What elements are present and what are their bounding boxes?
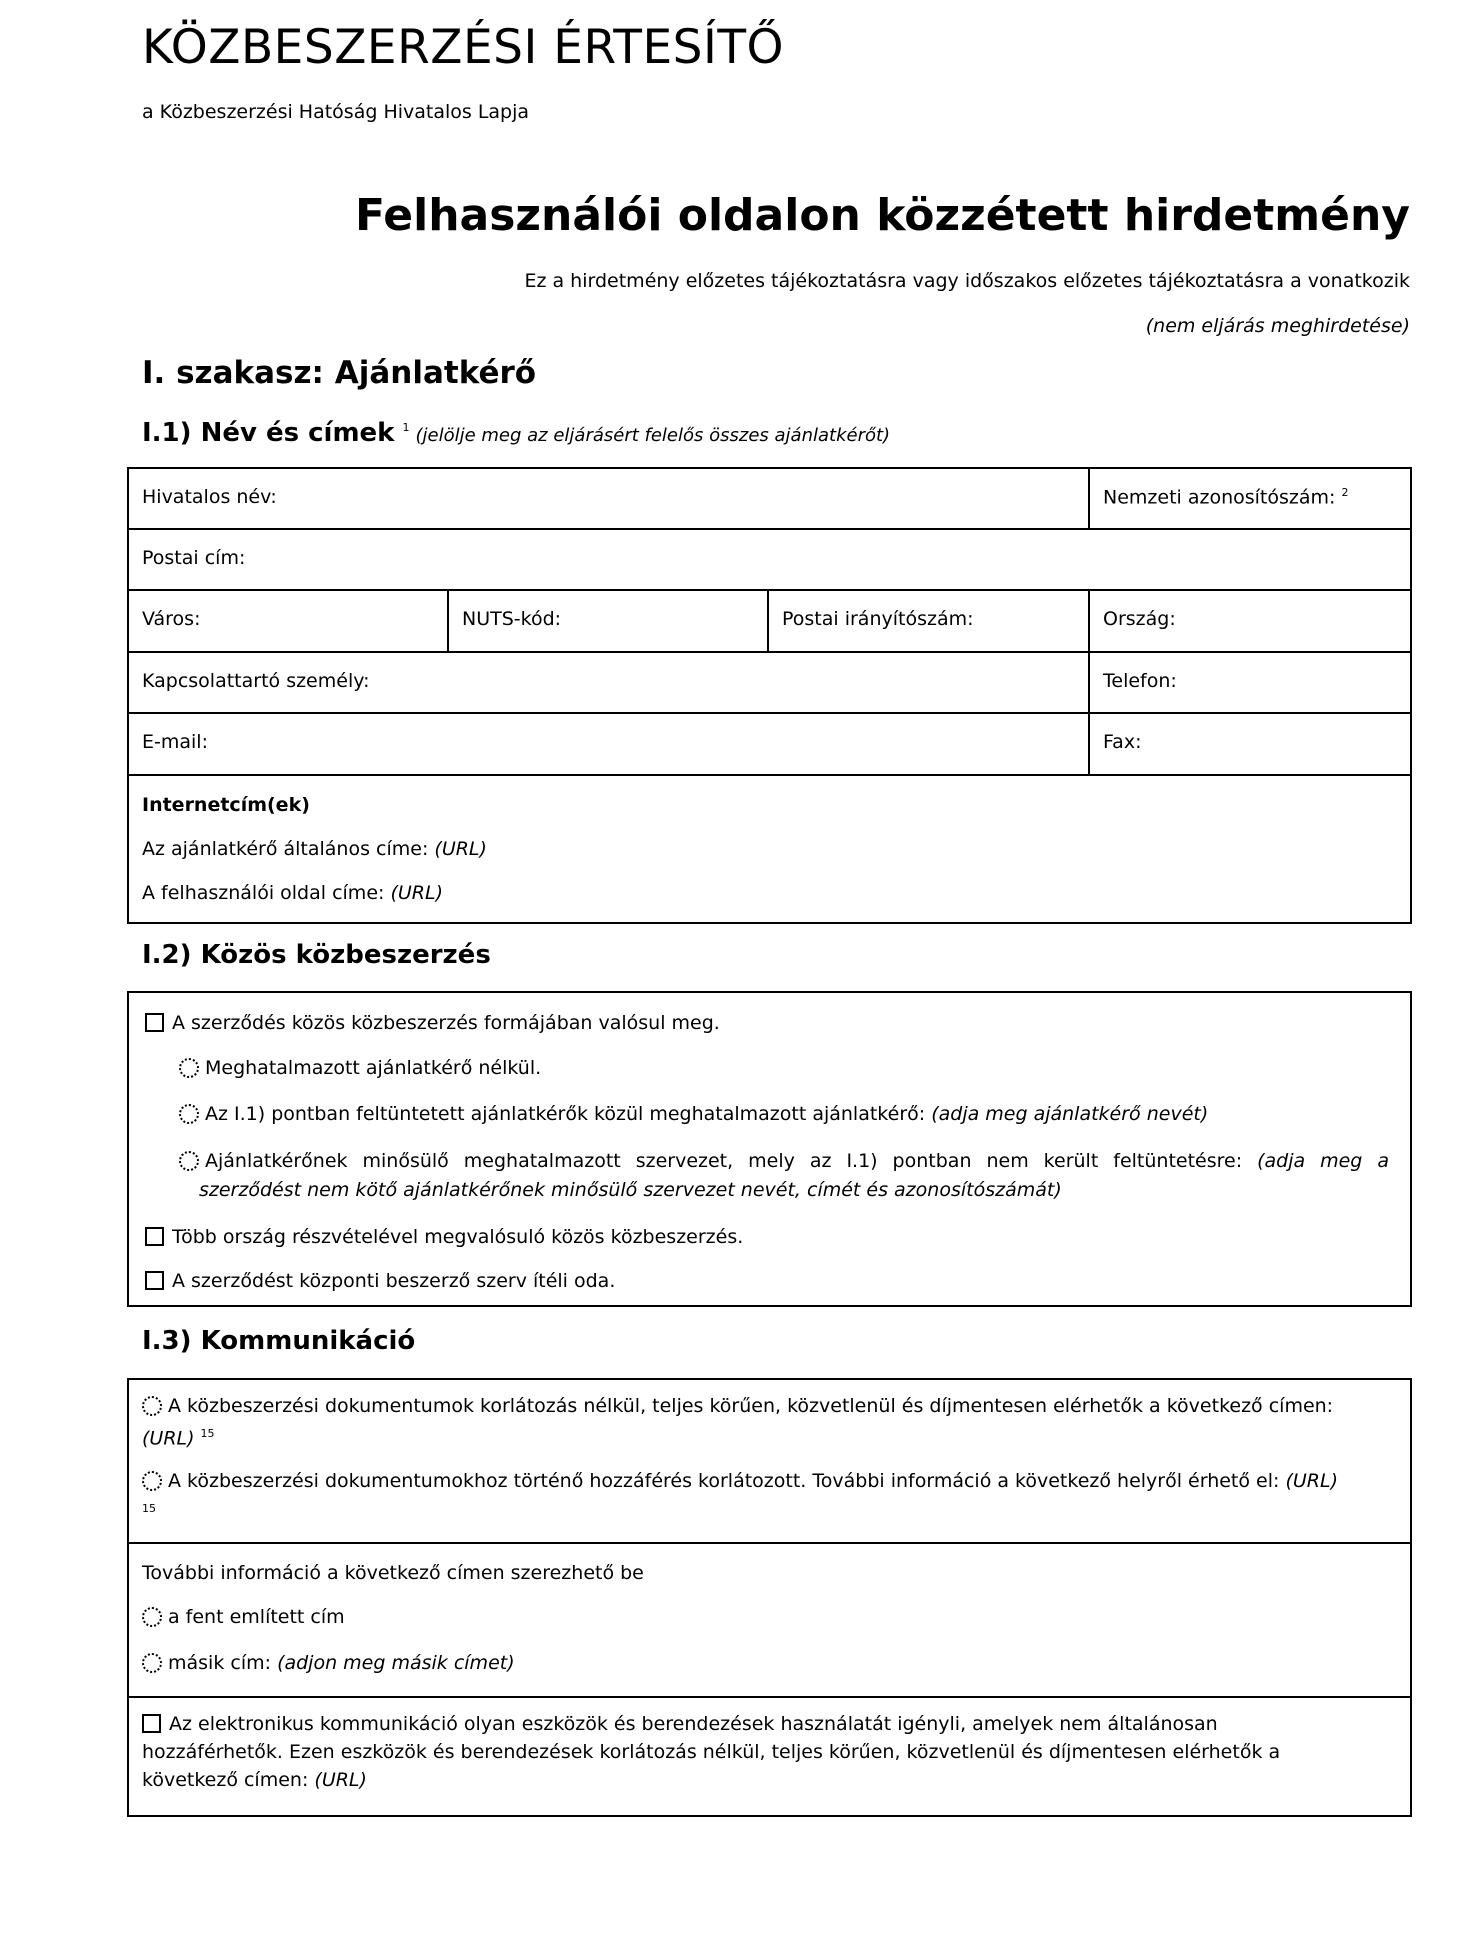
national-id-field[interactable] [1090, 469, 1410, 528]
subsection-heading-i2 [142, 940, 491, 970]
above-address-row[interactable] [142, 1606, 345, 1628]
national-id-label: Nemzeti azonosítószám: [1103, 486, 1336, 509]
authorised-org-label: Ajánlatkérőnek minősülő meghatalmazott szervezet, mely az I.1) pontban nem került feltüntetésre: [205, 1150, 1243, 1172]
email-field[interactable] [129, 714, 1088, 774]
i3-title: I.3) Kommunikáció [142, 1326, 416, 1356]
authorised-listed-radio[interactable] [179, 1104, 199, 1124]
no-authorised-radio[interactable] [179, 1058, 199, 1078]
notice-note: (nem eljárás meghirdetése) [1145, 315, 1410, 337]
i1-hint: (jelölje meg az eljárásért felelős összes ajánlatkérőt) [415, 425, 891, 446]
fax-field[interactable] [1090, 714, 1410, 774]
fax-label: Fax: [1103, 731, 1142, 753]
central-body-label: A szerződést központi beszerző szerv ítéli oda. [172, 1270, 616, 1292]
authorised-org-radio[interactable] [179, 1151, 199, 1171]
i1-title: I.1) Név és címek [142, 418, 395, 448]
other-address-label: másik cím: [168, 1652, 272, 1674]
above-address-label: a fent említett cím [168, 1606, 345, 1628]
electronic-comm-line3: következő címen: [142, 1769, 309, 1791]
no-authorised-label: Meghatalmazott ajánlatkérő nélkül. [205, 1057, 542, 1079]
contact-person-label: Kapcsolattartó személy: [142, 670, 370, 692]
name-address-table [127, 467, 1412, 924]
no-authorised-row[interactable] [179, 1057, 541, 1079]
docs-free-label: A közbeszerzési dokumentumok korlátozás nélkül, teljes körűen, közvetlenül és díjmentesen elérhetők a következő címen: [168, 1395, 1334, 1417]
central-body-checkbox[interactable] [145, 1271, 164, 1290]
national-id-footnote: 2 [1341, 486, 1349, 499]
more-info-label: További információ a következő címen szerezhető be [142, 1562, 644, 1584]
official-name-field[interactable] [129, 469, 1088, 528]
authorised-org-hint-a: (adja meg a [1257, 1150, 1389, 1172]
authorised-listed-label: Az I.1) pontban feltüntetett ajánlatkérők közül meghatalmazott ajánlatkérő: [205, 1103, 926, 1125]
publication-subtitle: a Közbeszerzési Hatóság Hivatalos Lapja [142, 101, 530, 123]
docs-restricted-row[interactable] [142, 1467, 1402, 1527]
buyer-profile-row[interactable] [142, 882, 443, 904]
phone-field[interactable] [1090, 653, 1410, 712]
docs-restricted-footnote: 15 [142, 1502, 156, 1515]
docs-restricted-radio[interactable] [142, 1471, 162, 1491]
docs-free-radio[interactable] [142, 1396, 162, 1416]
electronic-comm-url: (URL) [314, 1769, 367, 1791]
joint-procurement-label: A szerződés közös közbeszerzés formájában valósul meg. [172, 1012, 720, 1034]
subsection-heading-i1 [142, 418, 890, 448]
other-address-radio[interactable] [142, 1653, 162, 1673]
phone-label: Telefon: [1103, 670, 1177, 692]
docs-free-row[interactable] [142, 1392, 1402, 1452]
communication-box [127, 1378, 1412, 1817]
central-body-row[interactable] [145, 1270, 615, 1292]
electronic-comm-checkbox[interactable] [142, 1714, 161, 1733]
general-address-label: Az ajánlatkérő általános címe: [142, 838, 429, 860]
nuts-field[interactable] [449, 591, 767, 651]
electronic-comm-line2: hozzáférhetők. Ezen eszközök és berendezések korlátozás nélkül, teljes körűen, közvetlenül és díjmentesen elérhetők a [142, 1741, 1281, 1763]
docs-restricted-url: (URL) [1285, 1470, 1338, 1492]
city-field[interactable] [129, 591, 447, 651]
docs-free-url: (URL) [142, 1427, 195, 1450]
buyer-profile-url: (URL) [390, 882, 443, 904]
other-address-hint: (adjon meg másik címet) [277, 1652, 515, 1674]
email-label: E-mail: [142, 731, 208, 753]
multi-country-label: Több ország részvételével megvalósuló közös közbeszerzés. [172, 1226, 744, 1248]
postal-code-label: Postai irányítószám: [782, 608, 974, 630]
postal-address-field[interactable] [129, 530, 1410, 589]
joint-procurement-row[interactable] [145, 1012, 720, 1034]
i1-footnote: 1 [402, 421, 410, 435]
notice-description: Ez a hirdetmény előzetes tájékoztatásra vagy időszakos előzetes tájékoztatásra a vonatkozik [524, 270, 1410, 292]
multi-country-row[interactable] [145, 1226, 743, 1248]
authorised-listed-hint: (adja meg ajánlatkérő nevét) [931, 1103, 1209, 1125]
country-field[interactable] [1090, 591, 1410, 651]
postal-address-label: Postai cím: [142, 547, 246, 569]
electronic-comm-row[interactable] [142, 1710, 1404, 1794]
electronic-comm-line1: Az elektronikus kommunikáció olyan eszközök és berendezések használatát igényli, amelyek nem általánosan [169, 1713, 1218, 1735]
subsection-heading-i3 [142, 1326, 415, 1356]
publication-title: KÖZBESZERZÉSI ÉRTESÍTŐ [142, 20, 785, 75]
docs-restricted-label: A közbeszerzési dokumentumokhoz történő hozzáférés korlátozott. További információ a következő helyről érhető el: [168, 1470, 1280, 1492]
other-address-row[interactable] [142, 1652, 515, 1674]
section-heading: I. szakasz: Ajánlatkérő [142, 355, 537, 391]
docs-free-footnote: 15 [200, 1427, 215, 1440]
authorised-org-row[interactable] [179, 1147, 1389, 1175]
joint-procurement-checkbox[interactable] [145, 1013, 164, 1032]
notice-title: Felhasználói oldalon közzétett hirdetmény [355, 190, 1410, 241]
i2-title: I.2) Közös közbeszerzés [142, 940, 491, 970]
multi-country-checkbox[interactable] [145, 1227, 164, 1246]
above-address-radio[interactable] [142, 1607, 162, 1627]
authorised-listed-row[interactable] [179, 1103, 1208, 1125]
contact-person-field[interactable] [129, 653, 1088, 712]
nuts-label: NUTS-kód: [462, 608, 562, 630]
joint-procurement-box [127, 991, 1412, 1307]
buyer-profile-label: A felhasználói oldal címe: [142, 882, 385, 904]
authorised-org-hint-b: szerződést nem kötő ajánlatkérőnek minősülő szervezet nevét, címét és azonosítószámát) [199, 1179, 1062, 1201]
country-label: Ország: [1103, 608, 1176, 630]
general-address-row[interactable] [142, 838, 487, 860]
general-address-url: (URL) [434, 838, 487, 860]
internet-heading: Internetcím(ek) [142, 794, 310, 816]
city-label: Város: [142, 608, 201, 630]
postal-code-field[interactable] [769, 591, 1088, 651]
official-name-label: Hivatalos név: [142, 486, 277, 508]
